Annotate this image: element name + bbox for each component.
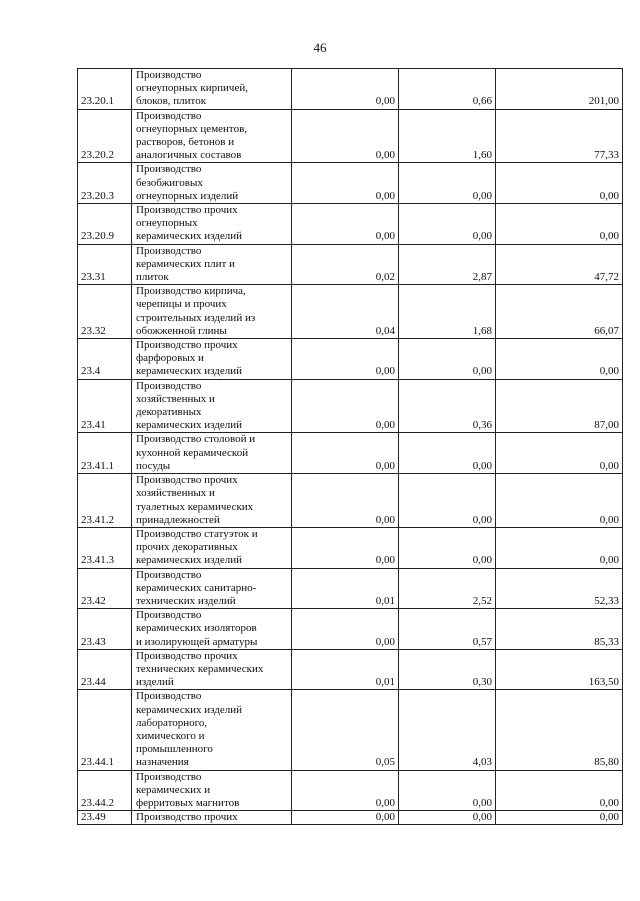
- row-value-2-text: 2,52: [472, 594, 492, 607]
- row-name-text: Производство прочих огнеупорных керамических изделий: [136, 204, 243, 243]
- row-code-text: 23.41: [81, 419, 106, 432]
- data-table: [77, 68, 623, 825]
- row-value-3-text: 0,00: [599, 365, 619, 378]
- row-value-3-text: 0,00: [599, 811, 619, 824]
- row-value-1-text: 0,05: [375, 756, 395, 769]
- table-row: [78, 109, 623, 163]
- row-name-text: Производство керамических изделий лабораторного, химического и промышленного назначения: [136, 690, 243, 769]
- row-name-text: Производство огнеупорных кирпичей, блоков, плиток: [136, 69, 248, 108]
- row-value-1-text: 0,01: [375, 676, 395, 689]
- row-value-3: [496, 69, 623, 110]
- row-value-3: [496, 285, 623, 339]
- row-value-2-text: 2,87: [472, 271, 492, 284]
- page-number: 46: [313, 40, 327, 55]
- row-code-text: 23.42: [81, 594, 106, 607]
- row-name: [132, 204, 292, 245]
- row-name: [132, 285, 292, 339]
- row-name: [132, 649, 292, 690]
- row-code-text: 23.20.3: [81, 189, 114, 202]
- row-value-3: [496, 433, 623, 474]
- row-value-1: [292, 379, 399, 433]
- row-code: [78, 770, 132, 811]
- row-value-2-text: 0,66: [472, 95, 492, 108]
- row-value-2-text: 0,30: [472, 676, 492, 689]
- row-code: [78, 69, 132, 110]
- row-value-3-text: 0,00: [599, 189, 619, 202]
- row-value-1-text: 0,00: [375, 189, 395, 202]
- row-value-3: [496, 339, 623, 380]
- row-value-3-text: 85,33: [594, 635, 619, 648]
- row-name: [132, 433, 292, 474]
- row-value-2-text: 1,60: [472, 149, 492, 162]
- row-value-3: [496, 204, 623, 245]
- row-value-1: [292, 474, 399, 528]
- row-value-1: [292, 811, 399, 825]
- row-value-1: [292, 568, 399, 609]
- row-name: [132, 770, 292, 811]
- row-code: [78, 204, 132, 245]
- table-row: [78, 433, 623, 474]
- row-name-text: Производство прочих хозяйственных и туалетных керамических принадлежностей: [136, 474, 254, 526]
- row-code-text: 23.32: [81, 324, 106, 337]
- row-value-2-text: 0,00: [472, 459, 492, 472]
- row-value-2: [399, 690, 496, 770]
- table-row: [78, 609, 623, 650]
- row-value-2: [399, 339, 496, 380]
- table-row: [78, 690, 623, 770]
- row-value-3-text: 201,00: [588, 95, 619, 108]
- row-value-2-text: 0,00: [472, 811, 492, 824]
- row-value-3: [496, 811, 623, 825]
- row-name: [132, 609, 292, 650]
- table-row: [78, 244, 623, 285]
- row-value-1-text: 0,00: [375, 419, 395, 432]
- row-value-3: [496, 474, 623, 528]
- row-code: [78, 244, 132, 285]
- table-row: [78, 811, 623, 825]
- row-value-1: [292, 339, 399, 380]
- row-value-3: [496, 244, 623, 285]
- row-code-text: 23.31: [81, 271, 106, 284]
- row-value-1-text: 0,00: [375, 95, 395, 108]
- row-value-1-text: 0,00: [375, 635, 395, 648]
- row-code-text: 23.41.2: [81, 513, 114, 526]
- row-value-3-text: 52,33: [594, 594, 619, 607]
- row-name: [132, 244, 292, 285]
- row-code-text: 23.4: [81, 365, 101, 378]
- row-name-text: Производство хозяйственных и декоративных керамических изделий: [136, 379, 243, 432]
- row-code-text: 23.44: [81, 676, 106, 689]
- row-value-2: [399, 69, 496, 110]
- row-code-text: 23.41.3: [81, 554, 114, 567]
- table-row: [78, 204, 623, 245]
- row-value-2-text: 4,03: [472, 756, 492, 769]
- row-name-text: Производство столовой и кухонной керамической посуды: [136, 433, 256, 472]
- row-value-3-text: 87,00: [594, 419, 619, 432]
- row-value-1-text: 0,00: [375, 365, 395, 378]
- row-value-1-text: 0,00: [375, 554, 395, 567]
- row-value-1: [292, 285, 399, 339]
- row-code: [78, 811, 132, 825]
- row-value-3: [496, 379, 623, 433]
- row-name-text: Производство прочих технических керамических изделий: [136, 649, 264, 689]
- row-value-2: [399, 770, 496, 811]
- row-value-2: [399, 527, 496, 568]
- table-body: [78, 69, 623, 825]
- row-value-3-text: 47,72: [594, 271, 619, 284]
- row-value-1: [292, 244, 399, 285]
- row-value-1-text: 0,00: [375, 230, 395, 243]
- row-name: [132, 690, 292, 770]
- row-value-2-text: 0,00: [472, 365, 492, 378]
- row-value-1: [292, 649, 399, 690]
- row-code: [78, 379, 132, 433]
- row-value-1: [292, 69, 399, 110]
- row-name: [132, 109, 292, 163]
- row-code: [78, 474, 132, 528]
- row-name-text: Производство безобжиговых огнеупорных изделий: [136, 163, 239, 202]
- row-value-2-text: 1,68: [472, 324, 492, 337]
- row-value-1: [292, 204, 399, 245]
- row-value-1: [292, 690, 399, 770]
- row-name-text: Производство прочих фарфоровых и керамических изделий: [136, 339, 243, 378]
- row-code-text: 23.49: [81, 811, 106, 824]
- row-name: [132, 339, 292, 380]
- row-code-text: 23.41.1: [81, 459, 114, 472]
- table-row: [78, 649, 623, 690]
- row-code: [78, 433, 132, 474]
- row-code: [78, 285, 132, 339]
- row-code-text: 23.43: [81, 635, 106, 648]
- row-value-3: [496, 690, 623, 770]
- table-row: [78, 163, 623, 204]
- row-code-text: 23.20.2: [81, 149, 114, 162]
- row-value-1-text: 0,00: [375, 796, 395, 809]
- row-value-1: [292, 609, 399, 650]
- row-name: [132, 69, 292, 110]
- row-name-text: Производство прочих: [136, 811, 238, 824]
- row-value-2: [399, 285, 496, 339]
- row-value-2: [399, 474, 496, 528]
- row-value-1-text: 0,00: [375, 149, 395, 162]
- row-value-1: [292, 109, 399, 163]
- table-row: [78, 285, 623, 339]
- row-name-text: Производство керамических плит и плиток: [136, 244, 235, 284]
- row-value-3-text: 0,00: [599, 796, 619, 809]
- row-name-text: Производство кирпича, черепицы и прочих строительных изделий из обожженной глины: [136, 285, 256, 337]
- row-value-3-text: 0,00: [599, 554, 619, 567]
- row-value-3: [496, 770, 623, 811]
- row-value-2: [399, 649, 496, 690]
- row-name-text: Производство керамических санитарно- технических изделий: [136, 568, 257, 607]
- row-code: [78, 109, 132, 163]
- row-value-3-text: 85,80: [594, 756, 619, 769]
- table-row: [78, 568, 623, 609]
- row-value-1: [292, 433, 399, 474]
- row-value-3: [496, 609, 623, 650]
- row-value-1-text: 0,00: [375, 513, 395, 526]
- row-code-text: 23.20.1: [81, 95, 114, 108]
- row-value-2: [399, 109, 496, 163]
- row-value-2-text: 0,00: [472, 513, 492, 526]
- row-name: [132, 163, 292, 204]
- row-value-2: [399, 379, 496, 433]
- table-row: [78, 474, 623, 528]
- row-value-3: [496, 163, 623, 204]
- row-value-3-text: 163,50: [588, 676, 619, 689]
- row-name-text: Производство керамических изоляторов и изолирующей арматуры: [136, 609, 258, 648]
- row-value-1: [292, 163, 399, 204]
- row-value-2: [399, 204, 496, 245]
- row-code: [78, 339, 132, 380]
- row-value-1: [292, 527, 399, 568]
- row-value-1-text: 0,02: [375, 271, 395, 284]
- row-name: [132, 379, 292, 433]
- row-value-2: [399, 433, 496, 474]
- row-name-text: Производство огнеупорных цементов, растворов, бетонов и аналогичных составов: [136, 109, 248, 162]
- table-row: [78, 339, 623, 380]
- row-value-2-text: 0,00: [472, 189, 492, 202]
- row-value-2: [399, 811, 496, 825]
- row-name: [132, 474, 292, 528]
- row-value-3-text: 0,00: [599, 230, 619, 243]
- row-code: [78, 568, 132, 609]
- row-code: [78, 609, 132, 650]
- row-name: [132, 568, 292, 609]
- row-code: [78, 527, 132, 568]
- row-value-1: [292, 770, 399, 811]
- row-value-2: [399, 568, 496, 609]
- row-value-2-text: 0,36: [472, 419, 492, 432]
- row-code-text: 23.44.1: [81, 756, 114, 769]
- row-value-3-text: 77,33: [594, 149, 619, 162]
- row-value-1-text: 0,04: [375, 324, 395, 337]
- row-value-2: [399, 244, 496, 285]
- row-value-3: [496, 649, 623, 690]
- table-row: [78, 69, 623, 110]
- row-value-1-text: 0,00: [375, 459, 395, 472]
- row-name: [132, 527, 292, 568]
- row-value-1-text: 0,01: [375, 594, 395, 607]
- row-code-text: 23.44.2: [81, 796, 114, 809]
- row-value-3: [496, 109, 623, 163]
- row-value-3-text: 0,00: [599, 459, 619, 472]
- row-code: [78, 690, 132, 770]
- row-code-text: 23.20.9: [81, 230, 114, 243]
- row-value-3: [496, 527, 623, 568]
- row-value-2: [399, 609, 496, 650]
- row-value-3: [496, 568, 623, 609]
- row-value-3-text: 66,07: [594, 324, 619, 337]
- table-row: [78, 770, 623, 811]
- row-value-2-text: 0,00: [472, 796, 492, 809]
- table-row: [78, 527, 623, 568]
- row-value-2-text: 0,57: [472, 635, 492, 648]
- row-name-text: Производство керамических и ферритовых магнитов: [136, 770, 240, 809]
- row-name-text: Производство статуэток и прочих декоративных керамических изделий: [136, 527, 258, 567]
- row-value-3-text: 0,00: [599, 513, 619, 526]
- table-row: [78, 379, 623, 433]
- row-value-2-text: 0,00: [472, 554, 492, 567]
- row-code: [78, 649, 132, 690]
- row-value-2: [399, 163, 496, 204]
- row-code: [78, 163, 132, 204]
- row-name: [132, 811, 292, 825]
- row-value-2-text: 0,00: [472, 230, 492, 243]
- row-value-1-text: 0,00: [375, 811, 395, 824]
